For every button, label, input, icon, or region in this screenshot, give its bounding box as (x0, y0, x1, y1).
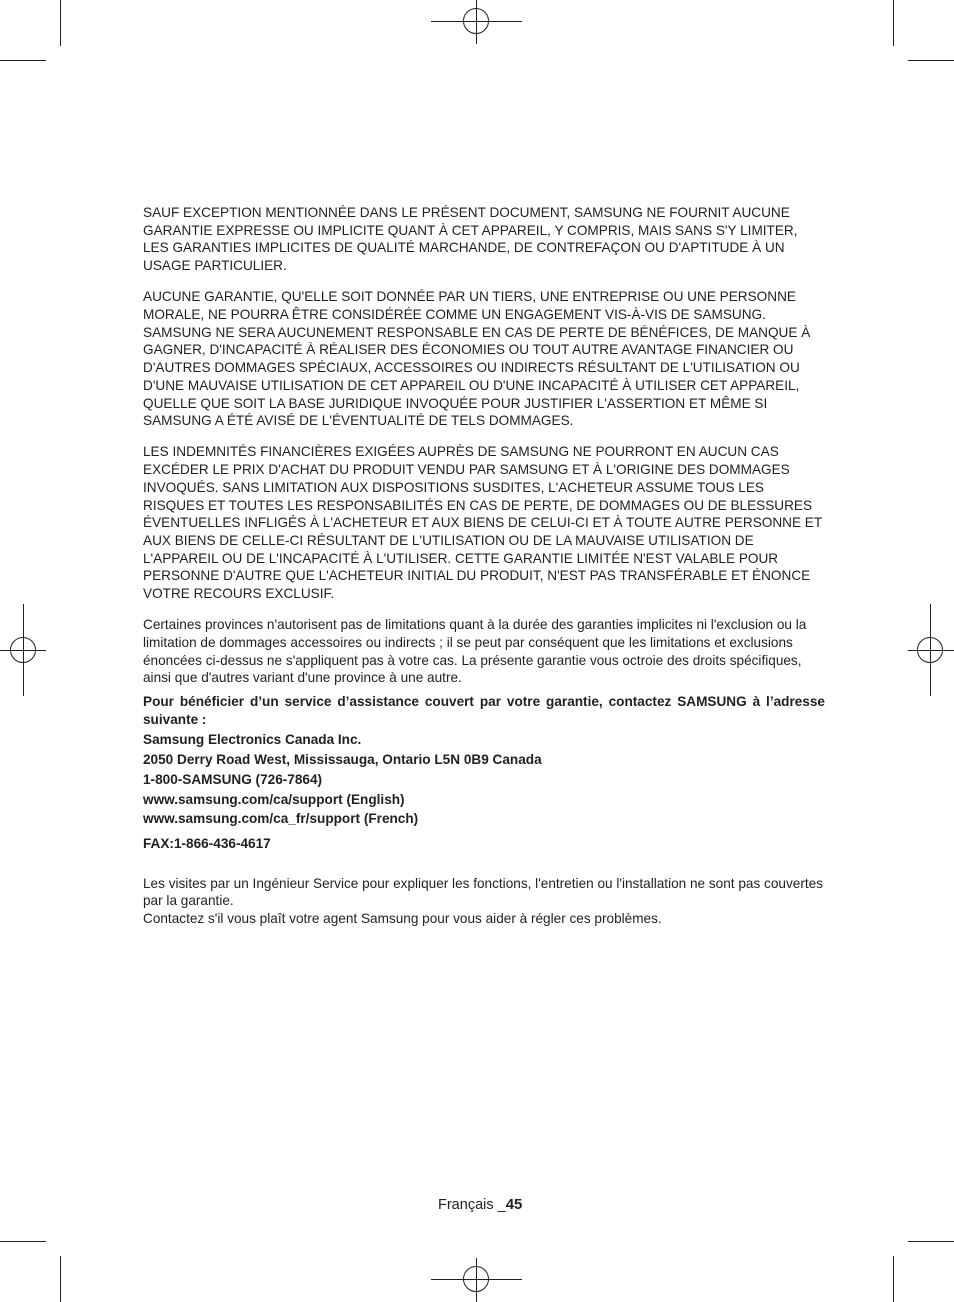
closing-note (143, 875, 825, 928)
crop-mark (60, 0, 61, 46)
closing-line-2: Contactez s'il vous plaît votre agent Samsung pour vous aider à régler ces problèmes. (143, 911, 662, 927)
registration-circle (463, 1266, 489, 1292)
contact-fax: FAX:1-866-436-4617 (143, 836, 271, 851)
crop-mark (908, 1241, 954, 1242)
crop-mark (60, 1256, 61, 1302)
closing-line-1: Les visites par un Ingénieur Service pour expliquer les fonctions, l'entretien ou l'installation ne sont pas couvertes par la garantie. (143, 875, 823, 909)
contact-heading: Pour bénéficier d’un service d’assistance couvert par votre garantie, contactez SAMSUNG à l’adresse suivante : (143, 694, 825, 727)
contact-company: Samsung Electronics Canada Inc. (143, 732, 362, 748)
contact-phone: 1-800-SAMSUNG (726-7864) (143, 771, 323, 787)
crop-mark (908, 60, 954, 61)
contact-url-english: www.samsung.com/ca/support (English) (143, 791, 405, 807)
crop-mark (893, 0, 894, 46)
contact-url-french: www.samsung.com/ca_fr/support (French) (143, 811, 419, 827)
indemnity-paragraph: LES INDEMNITÉS FINANCIÈRES EXIGÉES AUPRÈS DE SAMSUNG NE POURRONT EN AUCUN CAS EXCÉDER LE PRIX D'ACHAT DU PRODUIT VENDU PAR SAMSUNG ET À L'ORIGINE DES DOMMAGES INVOQUÉS. SANS LIMITATION AUX DISPOSITIONS SUSDITES, L'ACHETEUR ASSUME TOUS LES RISQUES ET TOUTES LES RESPONSABILITÉS EN CAS DE PERTE, DE DOMMAGES OU DE BLESSURES ÉVENTUELLES INFLIGÉS À L'ACHETEUR ET AUX BIENS DE CELUI-CI ET À TOUTE AUTRE PERSONNE ET AUX BIENS DE CELLE-CI RÉSULTANT DE L'UTILISATION OU DE LA MAUVAISE UTILISATION DE L'APPAREIL OU DE L'INCAPACITÉ À L'UTILISER. CETTE GARANTIE LIMITÉE N'EST VALABLE POUR PERSONNE D'AUTRE QUE L'ACHETEUR INITIAL DU PRODUIT, N'EST PAS TRANSFÉRABLE ET ÉNONCE VOTRE RECOURS EXCLUSIF. (143, 444, 822, 602)
page-number: 45 (505, 1196, 523, 1213)
crop-mark (0, 1241, 46, 1242)
warranty-text (143, 204, 825, 928)
contact-block (143, 693, 825, 853)
page-footer (438, 1196, 522, 1213)
crop-mark (893, 1256, 894, 1302)
provinces-paragraph: Certaines provinces n'autorisent pas de limitations quant à la durée des garanties implicites ni l'exclusion ou la limitation de dommages accessoires ou indirects ; il se peut par conséquent que les limitations et exclusions énoncées ci-dessus ne s'appliquent pas à votre cas. La présente garantie vous octroie des droits spécifiques, ainsi que d'autres variant d'une province à une autre. (143, 617, 807, 686)
registration-circle (917, 637, 943, 663)
contact-address: 2050 Derry Road West, Mississauga, Ontario L5N 0B9 Canada (143, 752, 542, 768)
disclaimer-paragraph: SAUF EXCEPTION MENTIONNÉE DANS LE PRÉSENT DOCUMENT, SAMSUNG NE FOURNIT AUCUNE GARANTIE EXPRESSE OU IMPLICITE QUANT À CET APPAREIL, Y COMPRIS, MAIS SANS S'Y LIMITER, LES GARANTIES IMPLICITES DE QUALITÉ MARCHANDE, DE CONTREFAÇON OU D'APTITUDE À UN USAGE PARTICULIER. (143, 205, 798, 274)
crop-mark (0, 60, 46, 61)
liability-paragraph: AUCUNE GARANTIE, QU'ELLE SOIT DONNÉE PAR UN TIERS, UNE ENTREPRISE OU UNE PERSONNE MORALE, NE POURRA ÊTRE CONSIDÉRÉE COMME UN ENGAGEMENT VIS-À-VIS DE SAMSUNG. SAMSUNG NE SERA AUCUNEMENT RESPONSABLE EN CAS DE PERTE DE BÉNÉFICES, DE MANQUE À GAGNER, D'INCAPACITÉ À RÉALISER DES ÉCONOMIES OU TOUT AUTRE AVANTAGE FINANCIER OU D'AUTRES DOMMAGES SPÉCIAUX, ACCESSOIRES OU INDIRECTS RÉSULTANT DE L'UTILISATION OU D'UNE MAUVAISE UTILISATION DE CET APPAREIL OU D'UNE INCAPACITÉ À UTILISER CET APPAREIL, QUELLE QUE SOIT LA BASE JURIDIQUE INVOQUÉE POUR JUSTIFIER L'ASSERTION ET MÊME SI SAMSUNG A ÉTÉ AVISÉ DE L'ÉVENTUALITÉ DE TELS DOMMAGES. (143, 289, 811, 429)
registration-circle (463, 8, 489, 34)
footer-language: Français _ (438, 1197, 506, 1213)
registration-circle (10, 637, 36, 663)
